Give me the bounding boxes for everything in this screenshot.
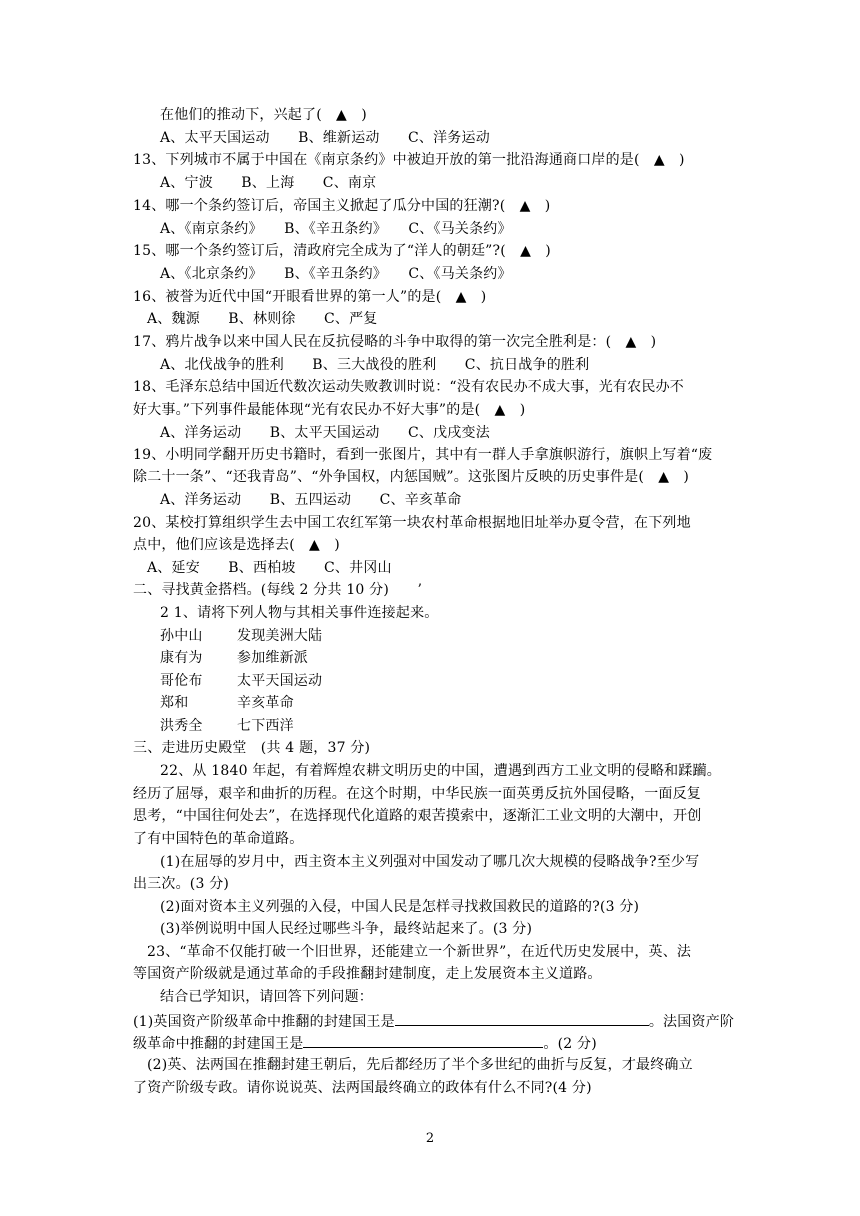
match-person[interactable]: 孙中山 (160, 628, 203, 644)
q21-stem: 2 1、请将下列人物与其相关事件连接起来。 (160, 605, 439, 621)
q23-stem-line2: 等国资产阶级就是通过革命的手段推翻封建制度，走上发展资本主义道路。 (133, 966, 602, 982)
q19-options: A、洋务运动 B、五四运动 C、辛亥革命 (160, 492, 462, 508)
q14-options: A、《南京条约》 B、《辛丑条约》 C、《马关条约》 (160, 221, 512, 237)
section2-heading: 二、寻找黄金搭档。(每线 2 分共 10 分) ’ (133, 582, 423, 598)
section3-heading: 三、走进历史殿堂 (共 4 题，37 分) (133, 740, 371, 756)
q16-stem: 16、被誉为近代中国“开眼看世界的第一人”的是( ▲ ) (133, 289, 487, 305)
q22-sub2: (2)面对资本主义列强的入侵，中国人民是怎样寻找救国救民的道路的?(3 分) (160, 899, 640, 915)
q23-sub1-line1 (133, 1010, 734, 1032)
q22-sub1-line1: (1)在屈辱的岁月中，西主资本主义列强对中国发动了哪几次大规模的侵略战争?至少写 (160, 854, 700, 870)
q23-sub2-line2: 了资产阶级专政。请你说说英、法两国最终确立的政体有什么不同?(4 分) (133, 1080, 592, 1096)
q13-stem: 13、下列城市不属于中国在《南京条约》中被迫开放的第一批沿海通商口岸的是( ▲ ) (133, 152, 685, 168)
q19-stem-line2: 除二十一条”、“还我青岛”、“外争国权，内惩国贼”。这张图片反映的历史事件是( ▲ ) (133, 469, 690, 485)
q15-stem: 15、哪一个条约签订后，清政府完全成为了“洋人的朝廷”?( ▲ ) (133, 243, 551, 259)
q20-options: A、延安 B、西柏坡 C、井冈山 (147, 560, 392, 576)
page-number: 2 (425, 1131, 435, 1146)
q13-options: A、宁波 B、上海 C、南京 (160, 175, 377, 191)
q17-stem: 17、鸦片战争以来中国人民在反抗侵略的斗争中取得的第一次完全胜利是：( ▲ ) (133, 334, 657, 350)
q12-options: A、太平天国运动 B、维新运动 C、洋务运动 (160, 130, 490, 146)
answer-blank-english-king[interactable] (395, 1010, 649, 1026)
q23-sub1-text-pre2: 级革命中推翻的封建国王是 (133, 1036, 304, 1052)
match-event[interactable]: 发现美洲大陆 (237, 628, 323, 644)
q17-options: A、北伐战争的胜利 B、三大战役的胜利 C、抗日战争的胜利 (160, 357, 590, 373)
q23-sub1-text-post: 。法国资产阶 (648, 1014, 735, 1030)
answer-blank-french-king[interactable] (303, 1032, 543, 1048)
q18-stem-line1: 18、毛泽东总结中国近代数次运动失败教训时说：“没有农民办不成大事，光有农民办不 (133, 379, 684, 395)
match-event[interactable]: 辛亥革命 (237, 695, 294, 711)
q19-stem-line1: 19、小明同学翻开历史书籍时，看到一张图片，其中有一群人手拿旗帜游行，旗帜上写着“废 (133, 447, 713, 463)
q23-stem-line1: 23、“革命不仅能打破一个旧世界，还能建立一个新世界”，在近代历史发展中，英、法 (147, 944, 692, 960)
q22-paragraph-line: 思考，“中国往何处去”，在选择现代化道路的艰苦摸索中，逐渐汇工业文明的大潮中，开创 (133, 808, 702, 824)
q14-stem: 14、哪一个条约签订后，帝国主义掀起了瓜分中国的狂潮?( ▲ ) (133, 198, 551, 214)
q23-sub1-text-pre: (1)英国资产阶级革命中推翻的封建国王是 (133, 1014, 395, 1030)
match-event[interactable]: 七下西洋 (237, 718, 294, 734)
q12-stem-cont: 在他们的推动下，兴起了( ▲ ) (160, 107, 367, 123)
q16-options: A、魏源 B、林则徐 C、严复 (147, 311, 378, 327)
q15-options: A、《北京条约》 B、《辛丑条约》 C、《马关条约》 (160, 266, 512, 282)
q23-sub2-line1: (2)英、法两国在推翻封建王朝后，先后都经历了半个多世纪的曲折与反复，才最终确立 (147, 1057, 693, 1073)
q22-paragraph-line: 经历了屈辱，艰辛和曲折的历程。在这个时期，中华民族一面英勇反抗外国侵略，一面反复 (133, 786, 701, 802)
q18-options: A、洋务运动 B、太平天国运动 C、戊戌变法 (160, 425, 490, 441)
match-person[interactable]: 洪秀全 (160, 718, 203, 734)
match-person[interactable]: 哥伦布 (160, 673, 203, 689)
q23-sub1-line2 (133, 1032, 597, 1054)
q23-sub1-text-post2: 。(2 分) (543, 1036, 597, 1052)
match-person[interactable]: 郑和 (160, 695, 189, 711)
q20-stem-line1: 20、某校打算组织学生去中国工农红军第一块农村革命根据地旧址举办夏令营，在下列地 (133, 515, 691, 531)
q22-sub3: (3)举例说明中国人民经过哪些斗争，最终站起来了。(3 分) (160, 921, 533, 937)
q22-paragraph-line: 22、从 1840 年起，有着辉煌农耕文明历史的中国，遭遇到西方工业文明的侵略和蹂躏。 (160, 763, 721, 779)
q23-prompt: 结合已学知识，请回答下列问题： (160, 989, 373, 1005)
q18-stem-line2: 好大事。”下列事件最能体现“光有农民办不好大事”的是( ▲ ) (133, 402, 526, 418)
q22-sub1-line2: 出三次。(3 分) (133, 876, 230, 892)
q22-paragraph-line: 了有中国特色的革命道路。 (133, 831, 304, 847)
match-event[interactable]: 参加维新派 (237, 650, 308, 666)
match-event[interactable]: 太平天国运动 (237, 673, 323, 689)
q20-stem-line2: 点中，他们应该是选择去( ▲ ) (133, 537, 340, 553)
match-person[interactable]: 康有为 (160, 650, 203, 666)
